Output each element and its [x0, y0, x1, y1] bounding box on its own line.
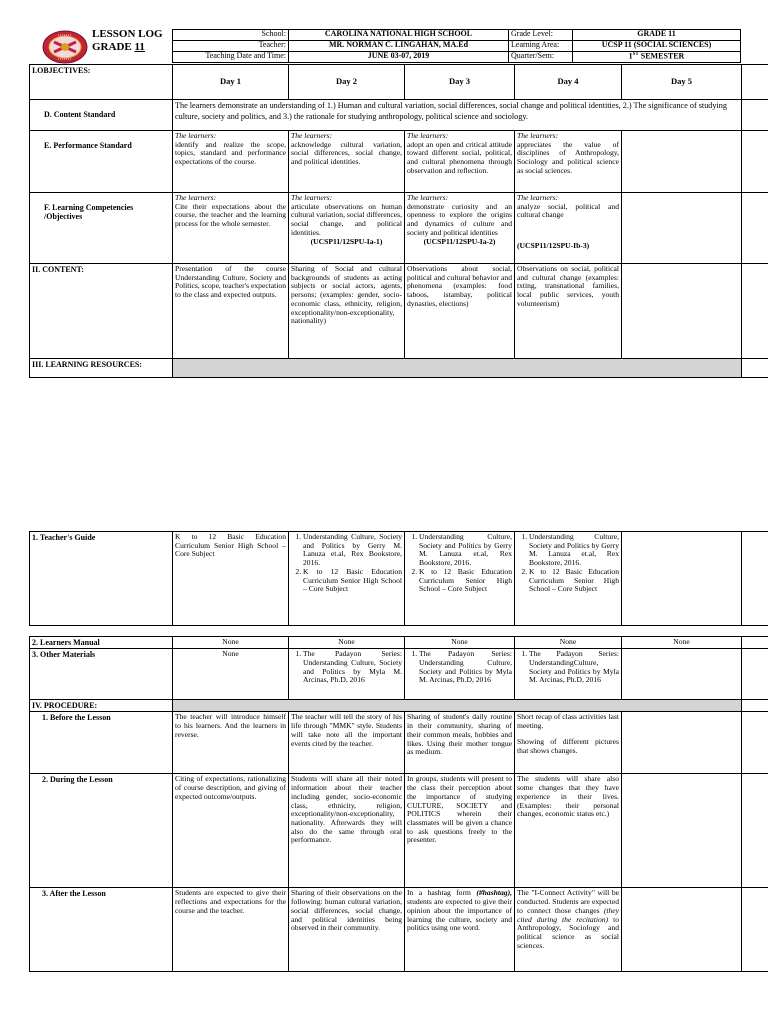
during-day2: Students will share all their noted information about their teacher including gender, socio-economic class, ethnicity, religion, exceptionality/non-exceptionality, nationality. Afterwards they will also do the same through oral performance. — [289, 774, 405, 888]
competency-day1: The learners: Cite their expectations about the course, the teacher and the learning process for the whole semester. — [173, 193, 289, 264]
day3-header: Day 3 — [405, 65, 515, 100]
quarter-value: 1ST SEMESTER — [573, 52, 741, 63]
content-standard-label: D. Content Standard — [30, 100, 173, 131]
learners-manual-day2: None — [289, 637, 405, 649]
competency-code-day2: (UCSP11/12SPU-Ia-1) — [310, 236, 383, 246]
grade-number: 11 — [134, 40, 145, 53]
learning-area-value: UCSP 11 (SOCIAL SCIENCES) — [573, 41, 741, 52]
performance-day4: The learners: appreciates the value of disciplines of Anthropology, Sociology and political science as social sciences. — [515, 131, 622, 193]
content-day2: Sharing of Social and cultural backgrounds of students as acting subjects or social actors, agents, persons; (examples: gender, socio- economic class, ethnicity, religion, exceptionality/non-exceptionality, nationality) — [289, 264, 405, 359]
competencies-label: F. Learning Competencies /Objectives — [30, 193, 173, 264]
content-day4: Observations on social, political and cultural change (examples: txting, transnational families, local public services, youth volunteerism) — [515, 264, 622, 359]
resources-gray-bar — [173, 359, 742, 378]
lesson-log-title — [92, 28, 163, 53]
procedure-gray-bar — [173, 700, 742, 712]
performance-day3: The learners: adopt an open and critical attitude toward different social, political, and cultural phenomena through observation and reflection. — [405, 131, 515, 193]
teachers-guide-day3: 1. Understanding Culture, Society and Politics by Gerry M. Lanuza et.al, Rex Bookstore, 2016. 2. K to 12 Basic Education Curriculum Senior High School – Core Subject — [405, 532, 515, 626]
before-day2: The teacher will tell the story of his life through "MMK" style. Students will take note all the important events cited by the teacher. — [289, 712, 405, 774]
before-day4: Short recap of class activities last meeting. Showing of different pictures that shows changes. — [515, 712, 622, 774]
learners-manual-day5: None — [622, 637, 742, 649]
school-value: CAROLINA NATIONAL HIGH SCHOOL — [289, 30, 509, 41]
title-line2: GRADE — [92, 40, 132, 53]
during-day3: In groups, students will present to the class their perception about the importance of studying CULTURE, SOCIETY and POLITICS wherein their classmates will be given a chance to ask questions freely to the presenter. — [405, 774, 515, 888]
competency-code-day4: (UCSP11/12SPU-Ib-3) — [517, 241, 590, 251]
day4-header: Day 4 — [515, 65, 622, 100]
performance-day5 — [622, 131, 742, 193]
before-day3: Sharing of student's daily routine in their community, sharing of their common meals, hobbies and likes. Using their mother tongue as medium. — [405, 712, 515, 774]
content-day5 — [622, 264, 742, 359]
learners-manual-label: 2. Learners Manual — [30, 637, 173, 649]
during-day4: The students will share also some changes that they have experience in their lives. (Examples: their personal changes, economic status etc.) — [515, 774, 622, 888]
learners-manual-day3: None — [405, 637, 515, 649]
date-label: Teaching Date and Time: — [173, 52, 289, 63]
teachers-guide-label: 1. Teacher's Guide — [30, 532, 173, 626]
during-day5 — [622, 774, 742, 888]
teachers-guide-day4: 1. Understanding Culture, Society and Politics by Gerry M. Lanuza et.al, Rex Bookstore, 2016. 2. K to 12 Basic Education Curriculum Senior High School – Core Subject — [515, 532, 622, 626]
other-materials-day1: None — [173, 649, 289, 700]
grade-level-value: GRADE 11 — [573, 30, 741, 41]
objectives-table — [29, 64, 768, 378]
content-heading: II. CONTENT: — [30, 264, 173, 359]
quarter-label: Quarter/Sem: — [509, 52, 573, 63]
grade-level-label: Grade Level: — [509, 30, 573, 41]
procedure-table — [29, 636, 768, 972]
teachers-guide-day5 — [622, 532, 742, 626]
date-value: JUNE 03-07, 2019 — [289, 52, 509, 63]
performance-standard-label: E. Performance Standard — [30, 131, 173, 193]
after-day5 — [622, 888, 742, 972]
other-materials-day2: 1. The Padayon Series: Understanding Culture, Society and Politics by Myla M. Arcinas, Ph.D, 2016 — [289, 649, 405, 700]
teacher-value: MR. NORMAN C. LINGAHAN, MA.Ed — [289, 41, 509, 52]
competency-day2: The learners: articulate observations on human cultural variation, social differences, social change, and political identities. (UCSP11/12SPU-Ia-1) — [289, 193, 405, 264]
teachers-guide-table — [29, 531, 768, 626]
day5-header: Day 5 — [622, 65, 742, 100]
header-table — [172, 29, 741, 63]
day1-header: Day 1 — [173, 65, 289, 100]
content-standard-text: The learners demonstrate an understanding of 1.) Human and cultural variation, social differences, social change and political identities, 2.) The significance of studying culture, society and politics, and 3.) the rationale for studying anthropology, political science and sociology. — [173, 100, 742, 131]
competency-day5 — [622, 193, 742, 264]
other-materials-day4: 1. The Padayon Series: UnderstandingCulture, Society and Politics by Myla M. Arcinas, Ph.D, 2016 — [515, 649, 622, 700]
day2-header: Day 2 — [289, 65, 405, 100]
teachers-guide-day1: K to 12 Basic Education Curriculum Senior High School – Core Subject — [173, 532, 289, 626]
competency-day4: The learners: analyze social, political and cultural change (UCSP11/12SPU-Ib-3) — [515, 193, 622, 264]
objectives-heading: I.OBJECTIVES: — [30, 65, 173, 100]
after-day2: Sharing of their observations on the following: human cultural variation, social differences, social change, and political identities being observed in their community. — [289, 888, 405, 972]
before-day5 — [622, 712, 742, 774]
after-day4: The "I-Connect Activity" will be conducted. Students are expected to connect those changes (they cited during the recitation) to Anthropology, Sociology and political science as social sciences. — [515, 888, 622, 972]
before-day1: The teacher will introduce himself to his learners. And the learners in reverse. — [173, 712, 289, 774]
performance-day2: The learners: acknowledge cultural variation, social differences, social change, and political identities. — [289, 131, 405, 193]
teachers-guide-day2: 1. Understanding Culture, Society and Politics by Gerry M. Lanuza et.al, Rex Bookstore, 2016. 2. K to 12 Basic Education Curriculum Senior High School – Core Subject — [289, 532, 405, 626]
resources-heading: III. LEARNING RESOURCES: — [30, 359, 173, 378]
after-day1: Students are expected to give their reflections and expectations for the course and the teacher. — [173, 888, 289, 972]
after-lesson-label: 3. After the Lesson — [30, 888, 173, 972]
content-day3: Observations about social, political and cultural behavior and phenomena (examples: food taboos, istambay, political dynasties, elections) — [405, 264, 515, 359]
other-materials-label: 3. Other Materials — [30, 649, 173, 700]
other-materials-day3: 1. The Padayon Series: Understanding Culture, Society and Politics by Myla M. Arcinas, Ph.D, 2016 — [405, 649, 515, 700]
learning-area-label: Learning Area: — [509, 41, 573, 52]
school-logo — [42, 30, 88, 64]
competency-code-day3: (UCSP11/12SPU-Ia-2) — [423, 236, 496, 246]
performance-day1: The learners: identify and realize the scope, topics, standard and performance expectations of the course. — [173, 131, 289, 193]
learners-manual-day1: None — [173, 637, 289, 649]
before-lesson-label: 1. Before the Lesson — [30, 712, 173, 774]
teacher-label: Teacher: — [173, 41, 289, 52]
learners-manual-day4: None — [515, 637, 622, 649]
school-label: School: — [173, 30, 289, 41]
procedure-heading: IV. PROCEDURE: — [30, 700, 173, 712]
during-day1: Citing of expectations, rationalizing of course description, and giving of expected outcome/outputs. — [173, 774, 289, 888]
after-day3: In a hashtag form (#hashtag), students are expected to give their opinion about the importance of learning the culture, society and politics using one word. — [405, 888, 515, 972]
other-materials-day5 — [622, 649, 742, 700]
title-line1: LESSON LOG — [92, 28, 163, 40]
competency-day3: The learners: demonstrate curiosity and an openness to explore the origins and dynamics of culture and society and political identities (UCSP11/12SPU-Ia-2) — [405, 193, 515, 264]
content-day1: Presentation of the course Understanding Culture, Society and Politics, scope, teacher's expectation to the class and expected outputs. — [173, 264, 289, 359]
during-lesson-label: 2. During the Lesson — [30, 774, 173, 888]
